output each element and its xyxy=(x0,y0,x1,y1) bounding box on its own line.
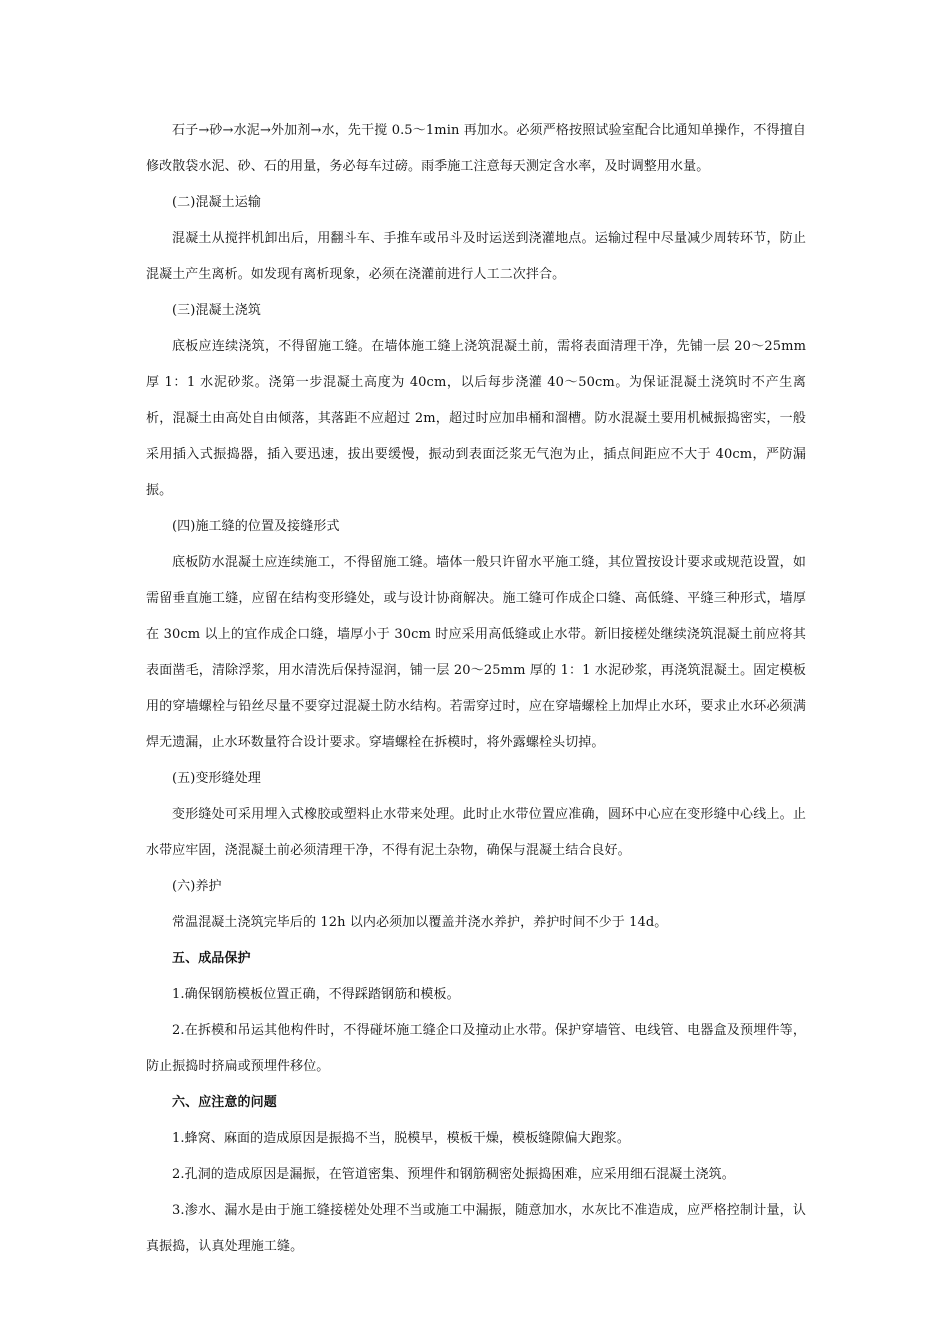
document-body xyxy=(146,113,806,1265)
paragraph-transport: 混凝土从搅拌机卸出后，用翻斗车、手推车或吊斗及时运送到浇灌地点。运输过程中尽量减少周转环节，防止混凝土产生离析。如发现有离析现象，必须在浇灌前进行人工二次拌合。 xyxy=(146,231,806,282)
section-title-pouring: (三)混凝土浇筑 xyxy=(172,303,261,318)
list-item-issue-3: 3.渗水、漏水是由于施工缝接槎处处理不当或施工中漏振，随意加水，水灰比不准造成，应严格控制计量，认真振捣，认真处理施工缝。 xyxy=(146,1203,806,1254)
list-item-issue-2: 2.孔洞的造成原因是漏振，在管道密集、预埋件和钢筋稠密处振捣困难，应采用细石混凝土浇筑。 xyxy=(172,1167,735,1182)
section-title-deformation-joint: (五)变形缝处理 xyxy=(172,771,261,786)
heading-product-protection: 五、成品保护 xyxy=(172,951,251,966)
section-title-transport: (二)混凝土运输 xyxy=(172,195,261,210)
paragraph-pouring: 底板应连续浇筑，不得留施工缝。在墙体施工缝上浇筑混凝土前，需将表面清理干净，先铺一层 20～25mm 厚 1：1 水泥砂浆。浇第一步混凝土高度为 40cm，以后每步浇灌 40～50cm。为保证混凝土浇筑时不产生离析，混凝土由高处自由倾落，其落距不应超过 2m，超过时应加串桶和溜槽。防水混凝土要用机械振捣密实，一般采用插入式振捣器，插入要迅速，拔出要缓慢，振动到表面泛浆无气泡为止，插点间距应不大于 40cm，严防漏振。 xyxy=(146,339,806,498)
section-title-curing: (六)养护 xyxy=(172,879,222,894)
list-item-issue-1: 1.蜂窝、麻面的造成原因是振捣不当，脱模早，模板干燥，模板缝隙偏大跑浆。 xyxy=(172,1131,631,1146)
paragraph-deformation-joint: 变形缝处可采用埋入式橡胶或塑料止水带来处理。此时止水带位置应准确，圆环中心应在变形缝中心线上。止水带应牢固，浇混凝土前必须清理干净，不得有泥土杂物，确保与混凝土结合良好。 xyxy=(146,807,806,858)
heading-attention-issues: 六、应注意的问题 xyxy=(172,1095,277,1110)
list-item-protection-2: 2.在拆模和吊运其他构件时，不得碰坏施工缝企口及撞动止水带。保护穿墙管、电线管、电器盒及预埋件等，防止振捣时挤扁或预埋件移位。 xyxy=(146,1023,806,1074)
paragraph-mixing-order: 石子→砂→水泥→外加剂→水，先干搅 0.5～1min 再加水。必须严格按照试验室配合比通知单操作，不得擅自修改散袋水泥、砂、石的用量，务必每车过磅。雨季施工注意每天测定含水率，及时调整用水量。 xyxy=(146,123,806,174)
paragraph-curing: 常温混凝土浇筑完毕后的 12h 以内必须加以覆盖并浇水养护，养护时间不少于 14d。 xyxy=(172,915,668,930)
section-title-construction-joint: (四)施工缝的位置及接缝形式 xyxy=(172,519,340,534)
paragraph-construction-joint: 底板防水混凝土应连续施工，不得留施工缝。墙体一般只许留水平施工缝，其位置按设计要求或规范设置，如需留垂直施工缝，应留在结构变形缝处，或与设计协商解决。施工缝可作成企口缝、高低缝、平缝三种形式，墙厚在 30cm 以上的宜作成企口缝，墙厚小于 30cm 时应采用高低缝或止水带。新旧接槎处继续浇筑混凝土前应将其表面凿毛，清除浮浆，用水清洗后保持湿润，铺一层 20～25mm 厚的 1：1 水泥砂浆，再浇筑混凝土。固定模板用的穿墙螺栓与铅丝尽量不要穿过混凝土防水结构。若需穿过时，应在穿墙螺栓上加焊止水环，要求止水环必须满焊无遗漏，止水环数量符合设计要求。穿墙螺栓在拆模时，将外露螺栓头切掉。 xyxy=(146,555,806,750)
list-item-protection-1: 1.确保钢筋模板位置正确，不得踩踏钢筋和模板。 xyxy=(172,987,460,1002)
